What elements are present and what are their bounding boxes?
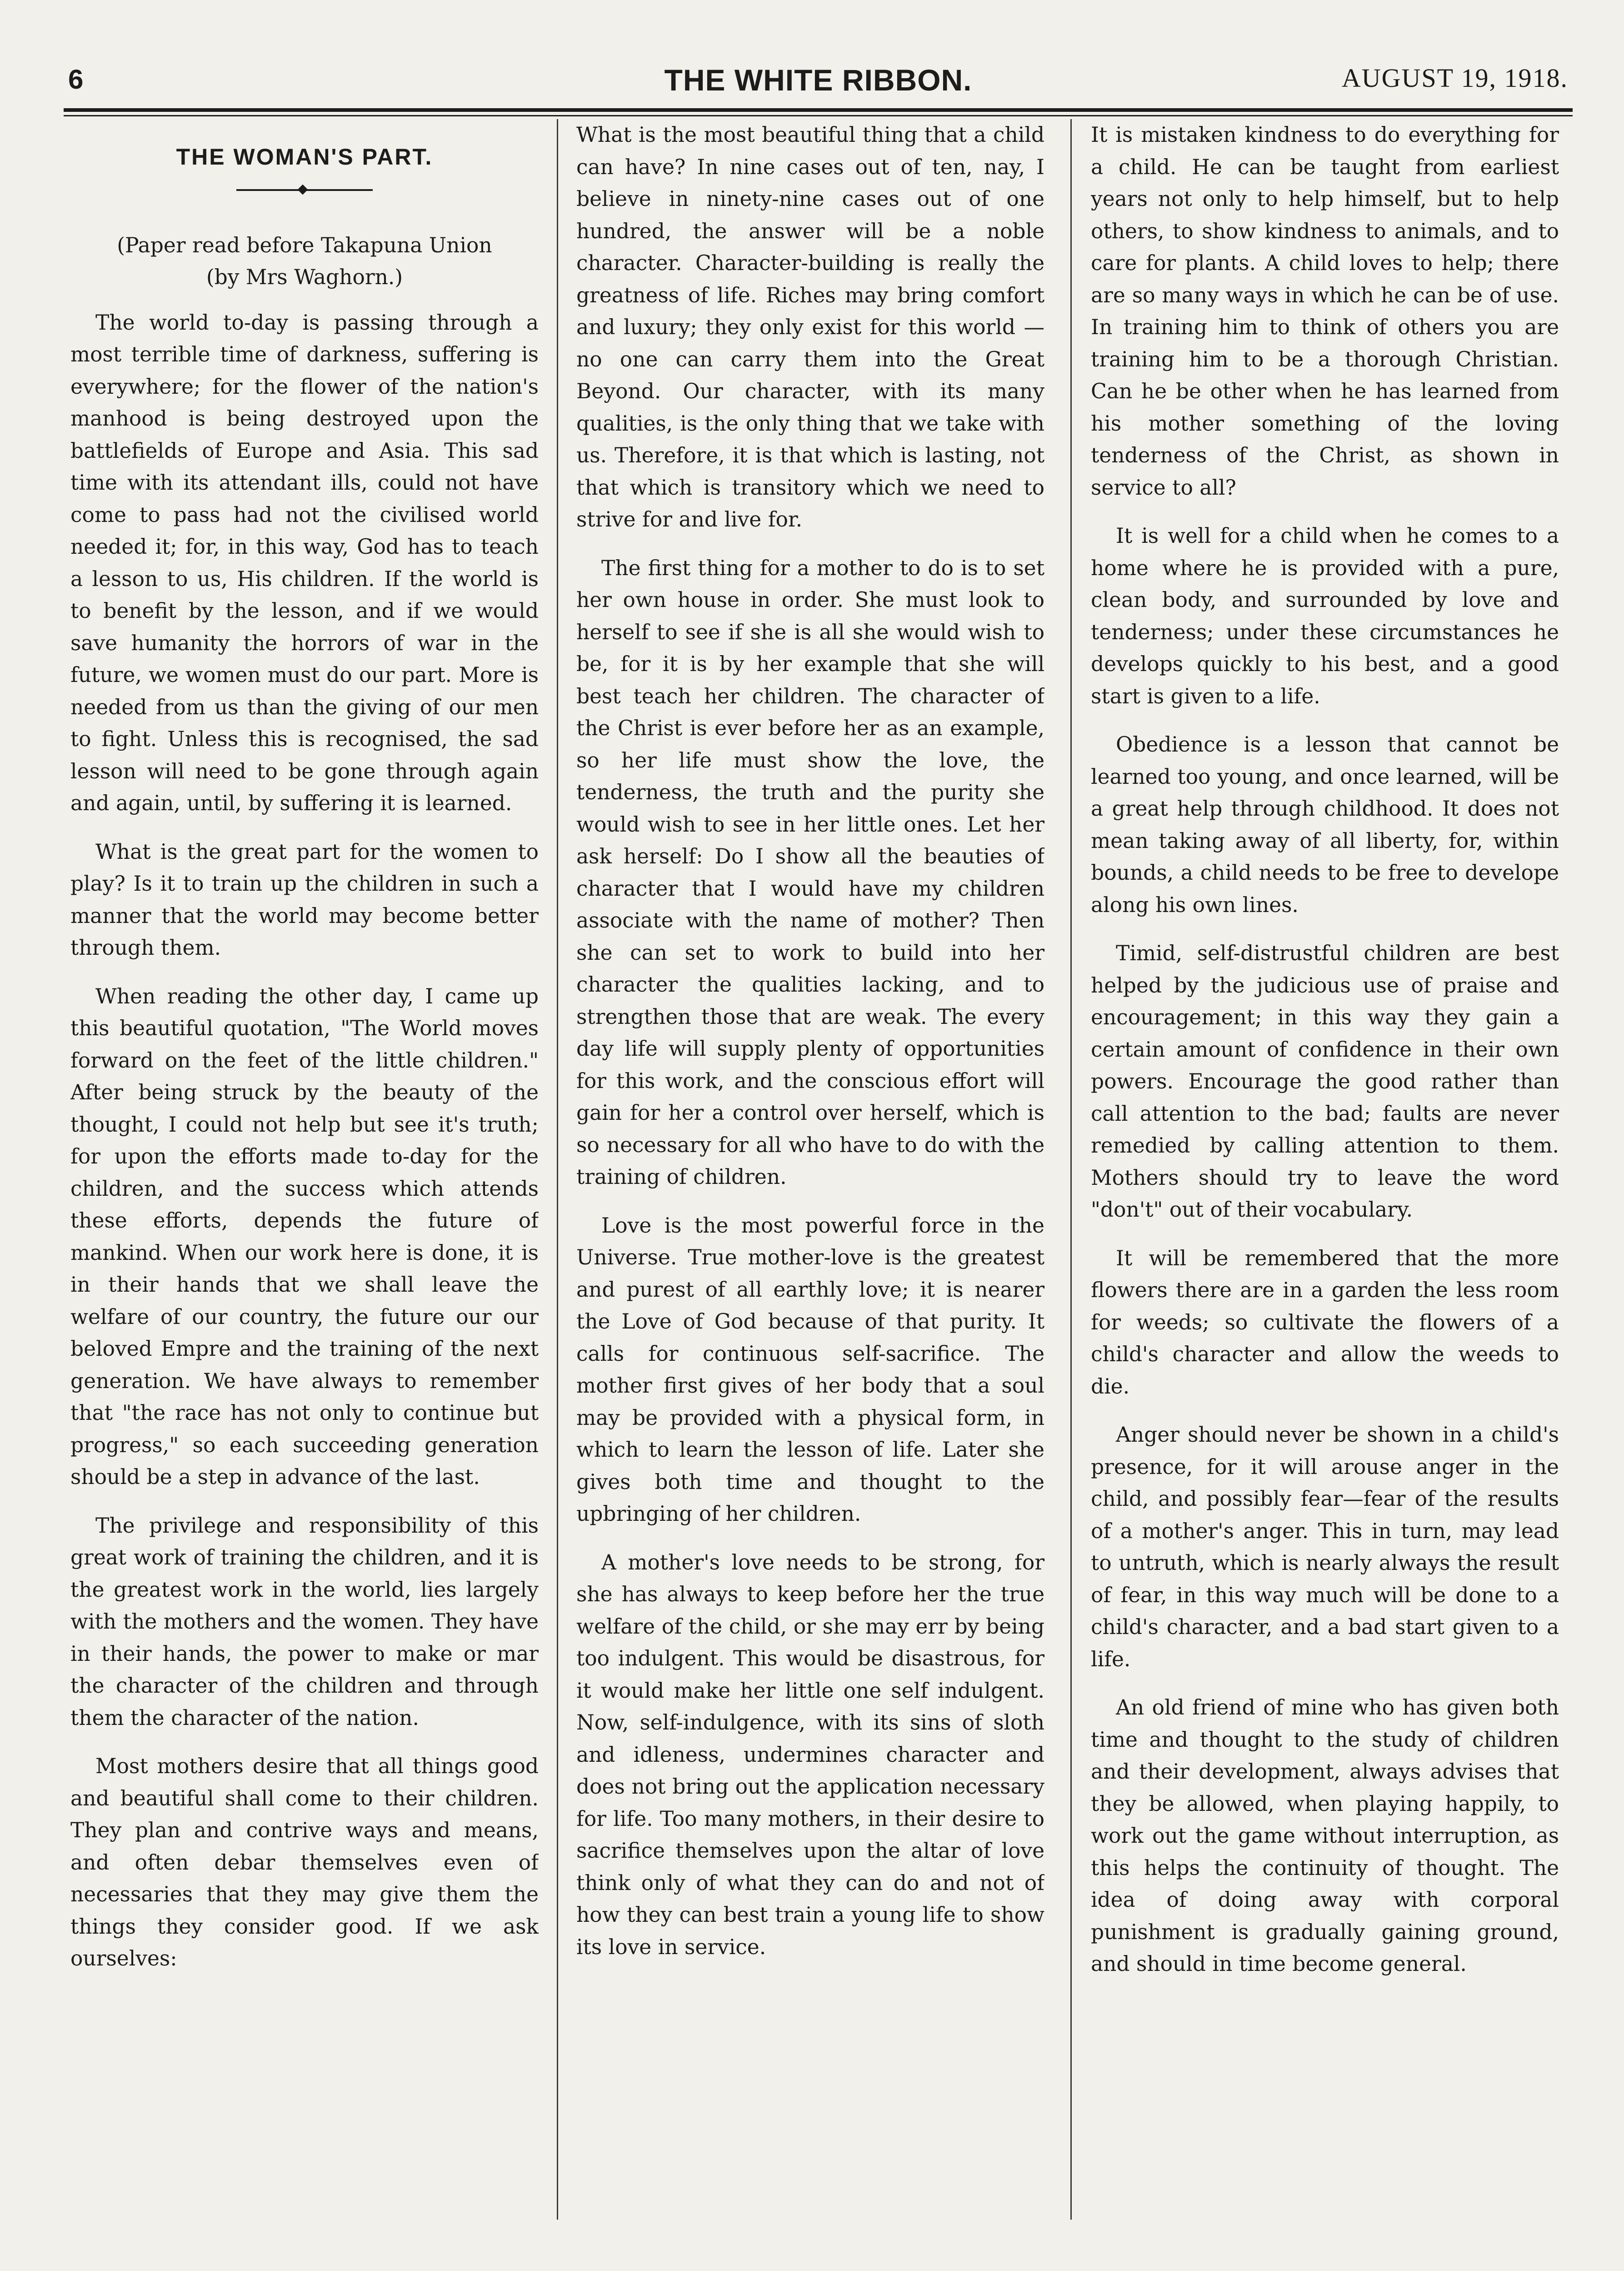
ornament-diamond-icon — [298, 184, 308, 195]
paragraph: Obedience is a lesson that cannot be learned too young, and once learned, will be a great help through childhood. It does not mean taking away of all liberty, for, within bounds, a child needs to be free to develope along his own lines. — [1091, 732, 1559, 917]
column-divider — [557, 119, 558, 2220]
paragraph: Most mothers desire that all things good and beautiful shall come to their children. They plan and contrive ways and means, and often debar themselves even of necessaries that they may give them the things they consider good. If we ask ourselves: — [70, 1754, 539, 1970]
column-divider — [1070, 119, 1072, 2220]
byline-line-1: (Paper read before Takapuna Union — [117, 233, 492, 257]
paragraph: The first thing for a mother to do is to set her own house in order. She must look to herself to see if she is all she would wish to be, for it is by her example that she will best teach her children. The character of the Christ is ever before her as an example, so her life must show the love, the tenderness, the truth and the purity she would wish to see in her little ones. Let her ask herself: Do I show all the beauties of character that I would have my children associate with the name of mother? Then she can set to work to build into her character the qualities lacking, and to strengthen those that are weak. The every day life will supply plenty of opportunities for this work, and the conscious effort will gain for her a control over herself, which is so necessary for all who have to do with the training of children. — [576, 556, 1044, 1189]
article-title: THE WOMAN'S PART. — [176, 144, 433, 170]
paragraph: What is the great part for the women to play? Is it to train up the children in such a manner that the world may become better through them. — [70, 839, 539, 960]
article-column-3 — [1091, 119, 1559, 2220]
paragraph: An old friend of mine who has given both time and thought to the study of children and their development, always advises that they be allowed, when playing happily, to work out the game without interruption, as this helps the continuity of thought. The idea of doing away with corporal punishment is gradually gaining ground, and should in time become general. — [1091, 1695, 1559, 1976]
page-number: 6 — [68, 64, 84, 95]
issue-date: AUGUST 19, 1918. — [1341, 63, 1568, 93]
paragraph: It will be remembered that the more flowers there are in a garden the less room for weeds; so cultivate the flowers of a child's character and allow the weeds to die. — [1091, 1246, 1559, 1399]
article-column-2 — [576, 119, 1044, 2220]
paragraph: Love is the most powerful force in the Universe. True mother-love is the greatest and purest of all earthly love; it is nearer the Love of God because of that purity. It calls for continuous self-sacrifice. The mother first gives of her body that a soul may be provided with a physical form, in which to learn the lesson of life. Later she gives both time and thought to the upbringing of her children. — [576, 1213, 1044, 1526]
header-rule-thin — [64, 115, 1573, 116]
paragraph: When reading the other day, I came up this beautiful quotation, "The World moves forward on the feet of the little children." After being struck by the beauty of the thought, I could not help but see it's truth; for upon the efforts made to-day for the children, and the success which attends these efforts, depends the future of mankind. When our work here is done, it is in their hands that we shall leave the welfare of our country, the future our our beloved Empre and the training of the next generation. We have always to remember that "the race has not only to continue but progress," so each succeeding generation should be a step in advance of the last. — [70, 984, 539, 1489]
header-rule — [64, 108, 1573, 112]
paragraph: The privilege and responsibility of this great work of training the children, and it is the greatest work in the world, lies largely with the mothers and the women. They have in their hands, the power to make or mar the character of the children and through them the character of the nation. — [70, 1513, 539, 1730]
paragraph: Timid, self-distrustful children are best helped by the judicious use of praise and encouragement; in this way they gain a certain amount of confidence in their own powers. Encourage the good rather than call attention to the bad; faults are never remedied by calling attention to them. Mothers should try to leave the word "don't" out of their vocabulary. — [1091, 941, 1559, 1222]
paragraph: Anger should never be shown in a child's presence, for it will arouse anger in the child, and possibly fear—fear of the results of a mother's anger. This in turn, may lead to untruth, which is nearly always the result of fear, in this way much will be done to a child's character, and a bad start given to a life. — [1091, 1423, 1559, 1671]
title-ornament — [236, 187, 373, 193]
byline-line-2: (by Mrs Waghorn.) — [206, 265, 403, 289]
article-column-1 — [70, 132, 539, 2232]
paragraph: A mother's love needs to be strong, for she has always to keep before her the true welfare of the child, or she may err by being too indulgent. This would be disastrous, for it would make her little one self indulgent. Now, self-indulgence, with its sins of sloth and idleness, undermines character and does not bring out the application necessary for life. Too many mothers, in their desire to sacrifice themselves upon the altar of love think only of what they can do and not of how they can best train a young life to show its love in service. — [576, 1550, 1044, 1959]
paragraph: It is well for a child when he comes to a home where he is provided with a pure, clean body, and surrounded by love and tenderness; under these circumstances he develops quickly to his best, and a good start is given to a life. — [1091, 524, 1559, 708]
paragraph: It is mistaken kindness to do everything for a child. He can be taught from earliest years not only to help himself, but to help others, to show kindness to animals, and to care for plants. A child loves to help; there are so many ways in which he can be of use. In training him to think of others you are training him to be a thorough Christian. Can he be other when he has learned from his mother something of the loving tenderness of the Christ, as shown in service to all? — [1091, 123, 1559, 500]
article-byline — [70, 230, 539, 293]
page-header — [64, 55, 1573, 105]
paragraph: The world to-day is passing through a most terrible time of darkness, suffering is everywhere; for the flower of the nation's manhood is being destroyed upon the battlefields of Europe and Asia. This sad time with its attendant ills, could not have come to pass had not the civilised world needed it; for, in this way, God has to teach a lesson to us, His children. If the world is to benefit by the lesson, and if we would save humanity the horrors of war in the future, we women must do our part. More is needed from us than the giving of our men to fight. Unless this is recognised, the sad lesson will need to be gone through again and again, until, by suffering it is learned. — [70, 310, 539, 815]
masthead-title: THE WHITE RIBBON. — [664, 63, 972, 97]
paragraph: What is the most beautiful thing that a child can have? In nine cases out of ten, nay, I believe in ninety-nine cases out of one hundred, the answer will be a noble character. Character-building is really the greatness of life. Riches may bring comfort and luxury; they only exist for this world —no one can carry them into the Great Beyond. Our character, with its many qualities, is the only thing that we take with us. Therefore, it is that which is lasting, not that which is transitory which we need to strive for and live for. — [576, 123, 1044, 531]
